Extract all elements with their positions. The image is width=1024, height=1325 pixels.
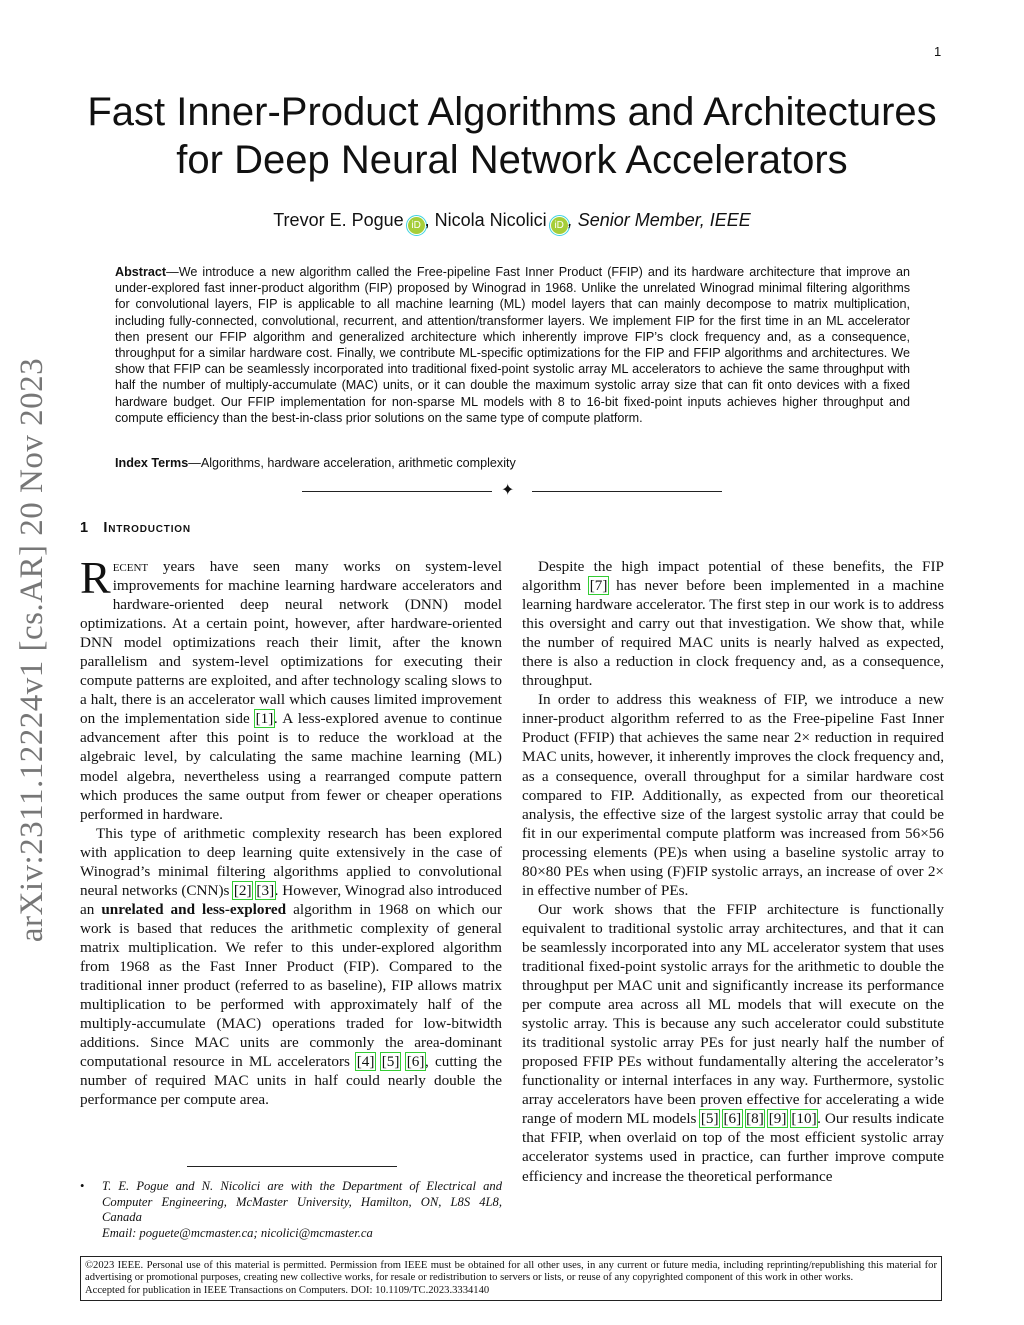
citation-link[interactable]: [5] bbox=[381, 1053, 400, 1071]
publication-note: Accepted for publication in IEEE Transactions on Computers. DOI: 10.1109/TC.2023.3334140 bbox=[85, 1284, 490, 1296]
index-terms-text: —Algorithms, hardware acceleration, arithmetic complexity bbox=[188, 456, 516, 470]
citation-link[interactable]: [1] bbox=[255, 710, 274, 728]
divider-star-icon: ✦ bbox=[501, 482, 515, 499]
paragraph bbox=[80, 824, 502, 1110]
bold-text: unrelated and less-explored bbox=[101, 900, 287, 918]
orcid-icon[interactable]: iD bbox=[551, 217, 568, 234]
paragraph-text: years have seen many works on system-level improvements for machine learning hardware accelerators and hardware-oriented deep neural network (DNN) model optimizations. At a certain point, however, after hardware-oriented DNN model optimizations reach their limit, after the known parallelism and system-level optimizations for executing their compute patterns are exploited, and after technology scaling slows to a halt, there is an accelerator wall which causes limited improvement on the implementation side bbox=[80, 558, 502, 728]
paragraph-text: . A less-explored avenue to continue advancement after this point is to reduce the workload at the algebraic level, by calculating the same machine learning (ML) model algebra, nevertheless using a rearranged compute pattern which produces the same output from fewer or cheaper operations performed in hardware. bbox=[80, 710, 502, 823]
copyright-notice bbox=[80, 1256, 942, 1301]
paragraph-text: Despite the high impact potential of these benefits, the FIP algorithm bbox=[522, 558, 944, 595]
index-terms-label: Index Terms bbox=[115, 456, 189, 470]
divider-rule-right bbox=[532, 491, 722, 492]
drop-cap: R bbox=[80, 552, 111, 603]
paragraph bbox=[80, 552, 502, 824]
title-line-1: Fast Inner-Product Algorithms and Architectures bbox=[87, 90, 937, 134]
paragraph-text: This type of arithmetic complexity research has been explored with application to deep learning quite extensively in the case of Winograd’s minimal filtering algorithms applied to convolutional neural networks (CNN)s bbox=[80, 824, 502, 899]
title-line-2: for Deep Neural Network Accelerators bbox=[176, 138, 848, 182]
paragraph bbox=[522, 557, 944, 690]
citation-link[interactable]: [3] bbox=[256, 881, 275, 899]
author-membership: , Senior Member, IEEE bbox=[567, 210, 751, 230]
author-pogue: Trevor E. Pogue bbox=[273, 210, 404, 230]
footnote bbox=[80, 1179, 502, 1241]
section-number: 1 bbox=[80, 520, 89, 536]
paragraph: In order to address this weakness of FIP, we introduce a new inner-product algorithm referred to as the Free-pipeline Fast Inner Product (FFIP) that achieves the same near 2× reduction in required MAC units, however, it inherently improves the clock frequency and, as a consequence, overall throughput for a similar hardware cost compared to FIP. Additionally, as expected from our theoretical analysis, the effective size of the largest systolic array that could be fit in our experimental compute platform was increased from 56×56 processing elements (PE)s when using a baseline systolic array to 80×80 PEs when using (F)FIP systolic arrays, an increase of over 2× in effective number of PEs. bbox=[522, 691, 945, 899]
citation-link[interactable]: [2] bbox=[233, 881, 252, 899]
arxiv-identifier: arXiv:2311.12224v1 [cs.AR] 20 Nov 2023 bbox=[14, 357, 50, 943]
paper-title bbox=[60, 88, 964, 184]
abstract-label: Abstract bbox=[115, 265, 167, 279]
citation-link[interactable]: [9] bbox=[768, 1110, 787, 1128]
paragraph-text: Our work shows that the FFIP architecture is functionally equivalent to traditional systolic array architectures, and that it can be seamlessly incorporated into any ML accelerator system that uses traditional fixed-point systolic arrays for the arithmetic to double the throughput per MAC unit and significantly increase its performance per compute area across all ML models that will execute on the systolic array. This is because any such accelerator could substitute its traditional systolic array PEs for just nearly half the number of proposed FFIP PEs without fundamentally altering the accelerator’s functionality or internal interfaces in any way. Furthermore, systolic array accelerators have been proven effective for accelerating a wide range of modern ML models bbox=[522, 900, 944, 1128]
citation-link[interactable]: [5] bbox=[700, 1110, 719, 1128]
footnote-bullet: • bbox=[80, 1179, 85, 1193]
citation-link[interactable]: [6] bbox=[406, 1053, 425, 1071]
paragraph bbox=[522, 900, 944, 1186]
index-terms bbox=[115, 456, 910, 470]
author-separator: , bbox=[424, 210, 435, 230]
citation-link[interactable]: [8] bbox=[746, 1110, 764, 1128]
orcid-icon[interactable]: iD bbox=[408, 217, 425, 234]
citation-link[interactable]: [10] bbox=[791, 1110, 817, 1128]
copyright-text: ©2023 IEEE. Personal use of this material is permitted. Permission from IEEE must be obtained for all other uses, in any current or future media, including reprinting/republishing this material for advertising or promotional purposes, creating new collective works, for resale or redistribution to servers or lists, or reuse of any copyrighted component of this work in other works. bbox=[85, 1260, 937, 1284]
paragraph-text: , cutting the number of required MAC units in half could nearly double the performance per compute area. bbox=[80, 1053, 503, 1109]
footnote-email: Email: poguete@mcmaster.ca; nicolici@mcmaster.ca bbox=[102, 1225, 373, 1240]
left-column bbox=[80, 552, 503, 1109]
paragraph-text: . However, Winograd also introduced an bbox=[80, 881, 503, 918]
paragraph-text: . Our results indicate that FFIP, when overlaid on top of the most efficient systolic array accelerator systems used in practice, can further improve compute efficiency and increase the theoretical performance bbox=[522, 1110, 945, 1185]
paragraph-text: algorithm in 1968 on which our work is based that reduces the arithmetic complexity of general matrix multiplication. We refer to this under-explored algorithm from 1968 as the Fast Inner Product (FIP). Compared to the traditional inner product (referred to as baseline), FIP allows matrix multiplication to be performed with approximately half of the multiply-accumulate (MAC) operations traded for low-bitwidth additions. Since MAC units are commonly the area-dominant computational resource in ML accelerators bbox=[80, 900, 502, 1071]
citation-link[interactable]: [6] bbox=[723, 1110, 742, 1128]
right-column bbox=[522, 557, 944, 1186]
citation-link[interactable]: [7] bbox=[589, 577, 608, 595]
abstract bbox=[115, 264, 910, 426]
section-divider bbox=[302, 484, 722, 498]
small-caps-word: ecent bbox=[112, 558, 149, 575]
footnote-rule bbox=[187, 1166, 397, 1167]
citation-link[interactable]: [4] bbox=[356, 1053, 375, 1071]
page-number: 1 bbox=[934, 44, 942, 59]
divider-rule-left bbox=[302, 491, 492, 492]
section-title: Introduction bbox=[103, 520, 191, 536]
abstract-text: —We introduce a new algorithm called the Free-pipeline Fast Inner Product (FFIP) and its hardware architecture that improve an under-explored fast inner-product algorithm (FIP) proposed by Winograd in 1968. Unlike the unrelated Winograd minimal filtering algorithms for convolutional layers, FIP is applicable to all machine learning (ML) model layers that can mainly decompose to matrix multiplication, including fully-connected, convolutional, recurrent, and attention/transformer layers. We implement FIP for the first time in an ML accelerator then present our FFIP algorithm and generalized architecture which inherently improve FIP’s clock frequency and, as a consequence, throughput for a similar hardware cost. Finally, we contribute ML-specific optimizations for the FIP and FFIP algorithms and architectures. We show that FFIP can be seamlessly incorporated into traditional fixed-point systolic array ML accelerators to achieve the same throughput with half the number of multiply-accumulate (MAC) units, or it can double the maximum systolic array size that can fit onto devices with a fixed hardware budget. Our FFIP implementation for non-sparse ML models with 8 to 16-bit fixed-point inputs achieves higher throughput and compute efficiency than the best-in-class prior solutions on the same type of compute platform. bbox=[115, 265, 910, 425]
section-heading bbox=[80, 520, 191, 536]
author-line bbox=[60, 210, 964, 234]
paragraph-text: has never before been implemented in a machine learning hardware accelerator. The first step in our work is to address this oversight and carry out that investigation. We show that, while the number of required MAC units is nearly halved as expected, there is also a reduction in clock frequency and, as a consequence, throughput. bbox=[522, 577, 944, 690]
footnote-affiliation: T. E. Pogue and N. Nicolici are with the Department of Electrical and Computer Engineering, McMaster University, Hamilton, ON, L8S 4L8, Canada bbox=[102, 1179, 502, 1224]
author-nicolici: Nicola Nicolici bbox=[434, 210, 547, 230]
